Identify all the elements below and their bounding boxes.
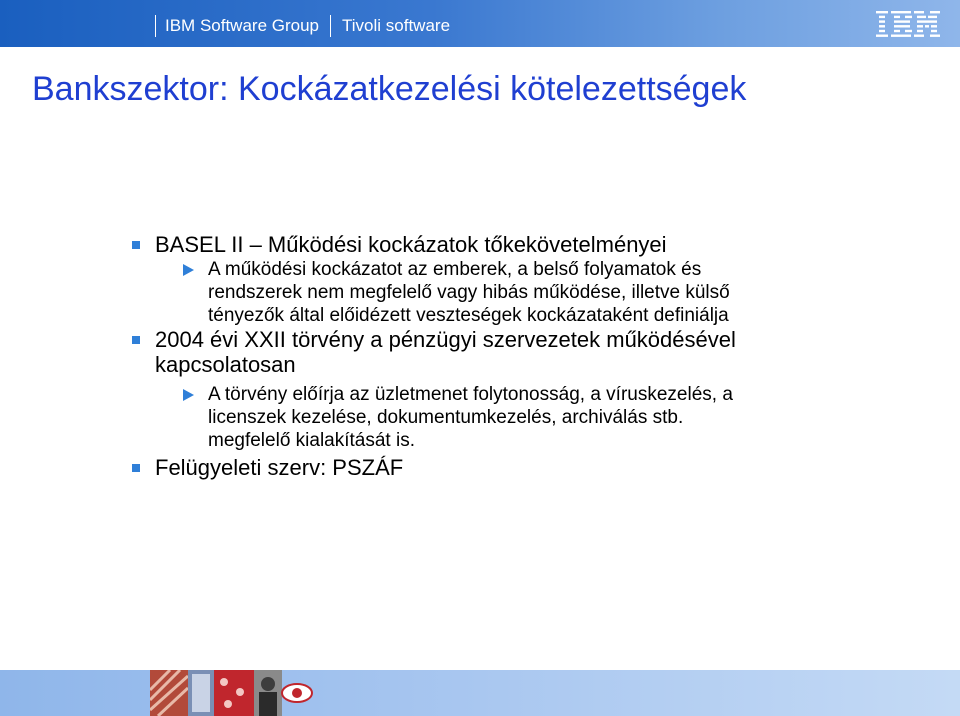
- page-title: Bankszektor: Kockázatkezelési kötelezettségek: [32, 70, 747, 108]
- fabric-photo-icon: [150, 670, 188, 716]
- bullet-square-icon: [132, 464, 140, 472]
- sub-bullet-text: rendszerek nem megfelelő vagy hibás működése, illetve külső: [208, 282, 730, 303]
- bullet-arrow-icon: [183, 264, 194, 276]
- bullet-square-icon: [132, 241, 140, 249]
- sub-bullet-text: tényezők által előidézett veszteségek kockázataként definiálja: [208, 305, 729, 326]
- header-brand: [155, 14, 450, 38]
- bullet-text: BASEL II – Működési kockázatok tőkekövetelményei: [155, 232, 667, 257]
- bullet-text: Felügyeleti szerv: PSZÁF: [155, 455, 404, 480]
- ibm-logo-icon: [876, 11, 940, 37]
- header-divider: [155, 15, 156, 37]
- sub-bullet-text: licenszek kezelése, dokumentumkezelés, archiválás stb.: [208, 407, 684, 428]
- sub-bullet-text: A törvény előírja az üzletmenet folytonosság, a víruskezelés, a: [208, 384, 733, 405]
- red-circuit-photo-icon: [214, 670, 254, 716]
- header-bar: [0, 0, 960, 47]
- eye-icon: [280, 678, 314, 708]
- header-group: IBM Software Group: [165, 16, 320, 35]
- texture-photo-icon: [188, 670, 214, 716]
- header-divider: [330, 15, 331, 37]
- bullet-square-icon: [132, 336, 140, 344]
- header-product: Tivoli software: [342, 16, 451, 35]
- bullet-text: 2004 évi XXII törvény a pénzügyi szervezetek működésével: [155, 327, 736, 352]
- footer-strip: [0, 670, 960, 716]
- bullet-arrow-icon: [183, 389, 194, 401]
- sub-bullet-text: A működési kockázatot az emberek, a belső folyamatok és: [208, 259, 702, 280]
- bullet-text: kapcsolatosan: [155, 352, 296, 377]
- person-photo-icon: [254, 670, 282, 716]
- sub-bullet-text: megfelelő kialakítását is.: [208, 430, 415, 451]
